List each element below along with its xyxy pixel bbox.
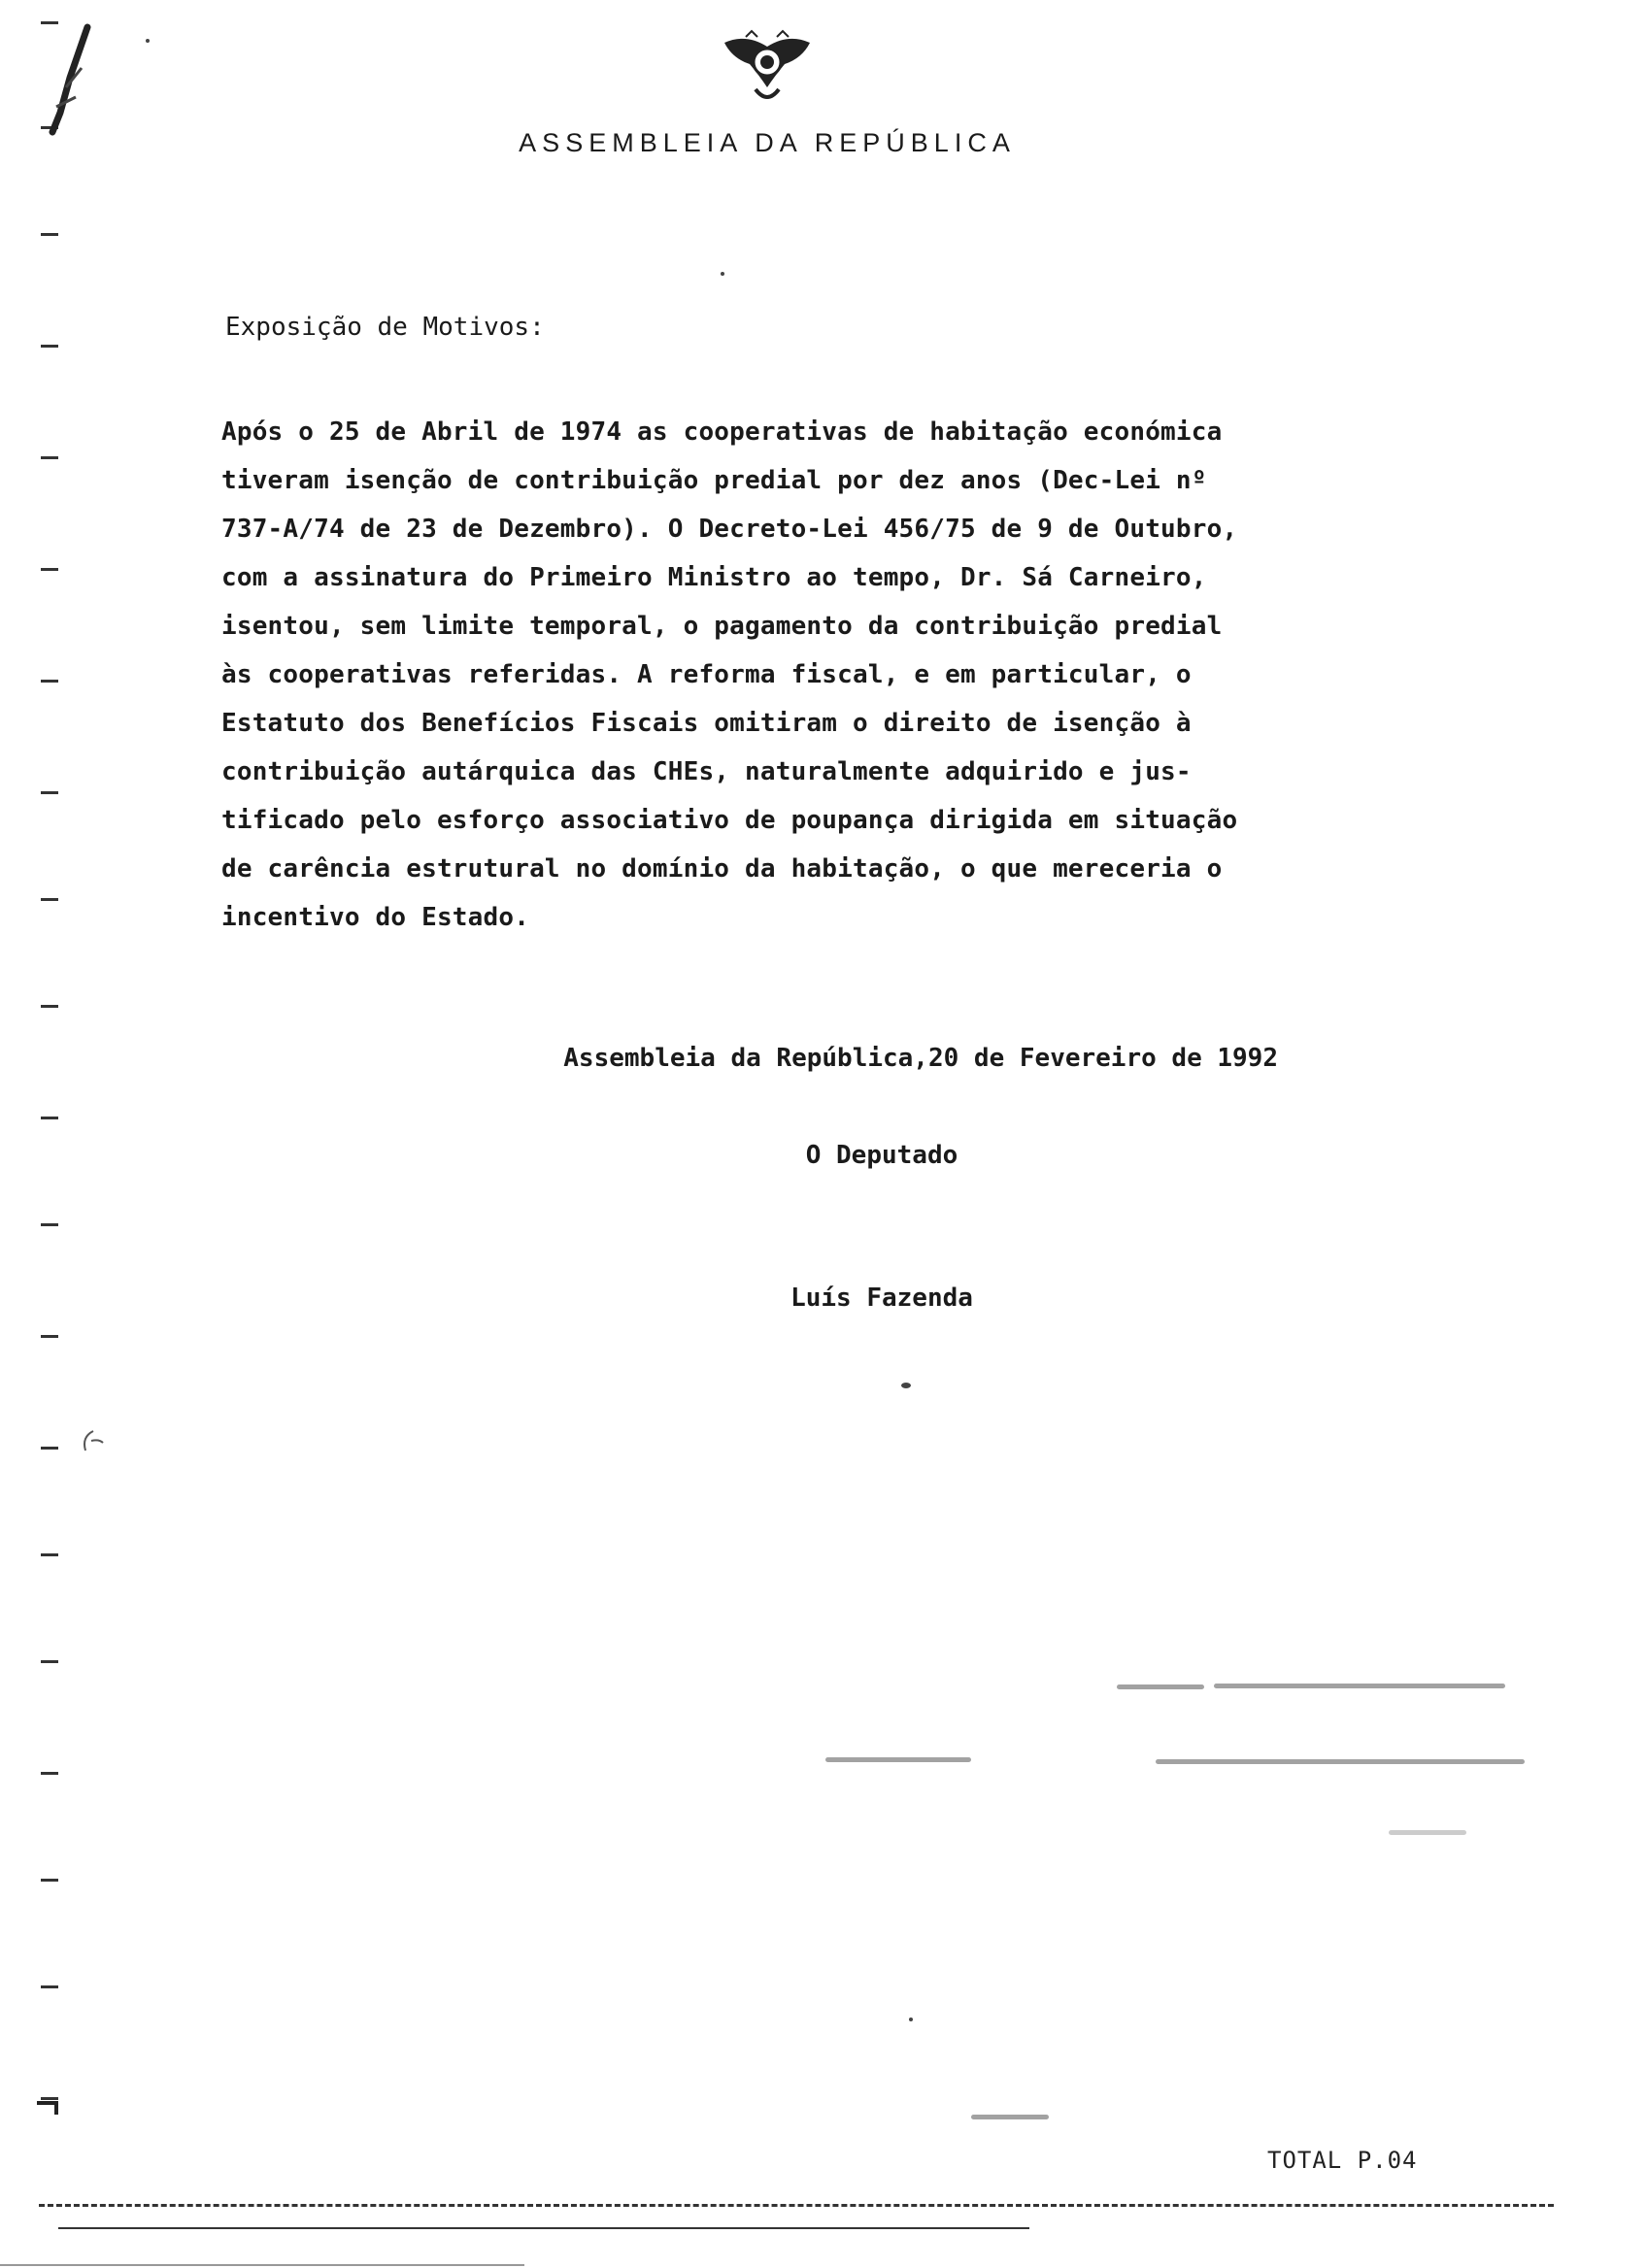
body-line: incentivo do Estado. (221, 903, 530, 932)
body-line: às cooperativas referidas. A reforma fiscal, e em particular, o (221, 660, 1192, 689)
margin-tick (41, 1005, 58, 1008)
body-line: isentou, sem limite temporal, o pagamento da contribuição predial (221, 612, 1223, 641)
body-line: Estatuto dos Benefícios Fiscais omitiram o direito de isenção à (221, 709, 1192, 738)
scan-speck (721, 272, 724, 276)
margin-tick (41, 680, 58, 683)
margin-tick (41, 898, 58, 901)
body-line: tiveram isenção de contribuição predial por dez anos (Dec-Lei nº (221, 466, 1207, 495)
margin-tick (41, 1985, 58, 1988)
margin-tick (41, 233, 58, 236)
margin-tick (41, 1117, 58, 1119)
scan-speck (146, 39, 150, 43)
scan-smudge (1214, 1684, 1505, 1688)
signatory-name: Luís Fazenda (790, 1284, 973, 1313)
margin-tick (41, 1447, 58, 1450)
margin-mark-icon (74, 1427, 113, 1456)
institution-heading: ASSEMBLEIA DA REPÚBLICA (519, 128, 1016, 157)
scan-speck (901, 1383, 911, 1388)
margin-tick (41, 568, 58, 571)
scan-smudge (825, 1757, 971, 1762)
fax-solid-rule (58, 2227, 1029, 2229)
body-line: Após o 25 de Abril de 1974 as cooperativas de habitação económica (221, 417, 1223, 447)
body-line: tificado pelo esforço associativo de poupança dirigida em situação (221, 806, 1238, 835)
body-line: contribuição autárquica das CHEs, naturalmente adquirido e jus- (221, 757, 1192, 786)
corner-scribble-icon (27, 19, 105, 136)
body-line: 737-A/74 de 23 de Dezembro). O Decreto-Lei 456/75 de 9 de Outubro, (221, 515, 1238, 544)
margin-tick (41, 1335, 58, 1338)
margin-tick (41, 345, 58, 348)
body-line: com a assinatura do Primeiro Ministro ao tempo, Dr. Sá Carneiro, (221, 563, 1207, 592)
margin-tick (41, 791, 58, 794)
scan-smudge (971, 2115, 1049, 2119)
margin-tick (41, 1660, 58, 1663)
signatory-role: O Deputado (805, 1141, 958, 1170)
margin-tick (41, 1772, 58, 1775)
margin-tick (41, 1223, 58, 1226)
fax-dashed-rule (39, 2204, 1554, 2207)
scan-smudge (1117, 1684, 1204, 1689)
place-and-date: Assembleia da República,20 de Fevereiro de 1992 (563, 1044, 1278, 1073)
bracket-mark-icon (35, 2097, 64, 2117)
section-heading: Exposição de Motivos: (225, 313, 545, 342)
body-line: de carência estrutural no domínio da habitação, o que mereceria o (221, 854, 1223, 884)
coat-of-arms-icon (717, 29, 818, 107)
scan-smudge (1389, 1830, 1466, 1835)
scan-speck (909, 2018, 913, 2021)
margin-tick (41, 1553, 58, 1556)
scan-smudge (1156, 1759, 1525, 1764)
fax-total-pages: TOTAL P.04 (1267, 2147, 1418, 2174)
scan-edge-rule (0, 2264, 524, 2266)
body-paragraph (221, 408, 1328, 942)
margin-tick (41, 456, 58, 459)
margin-tick (41, 1879, 58, 1882)
